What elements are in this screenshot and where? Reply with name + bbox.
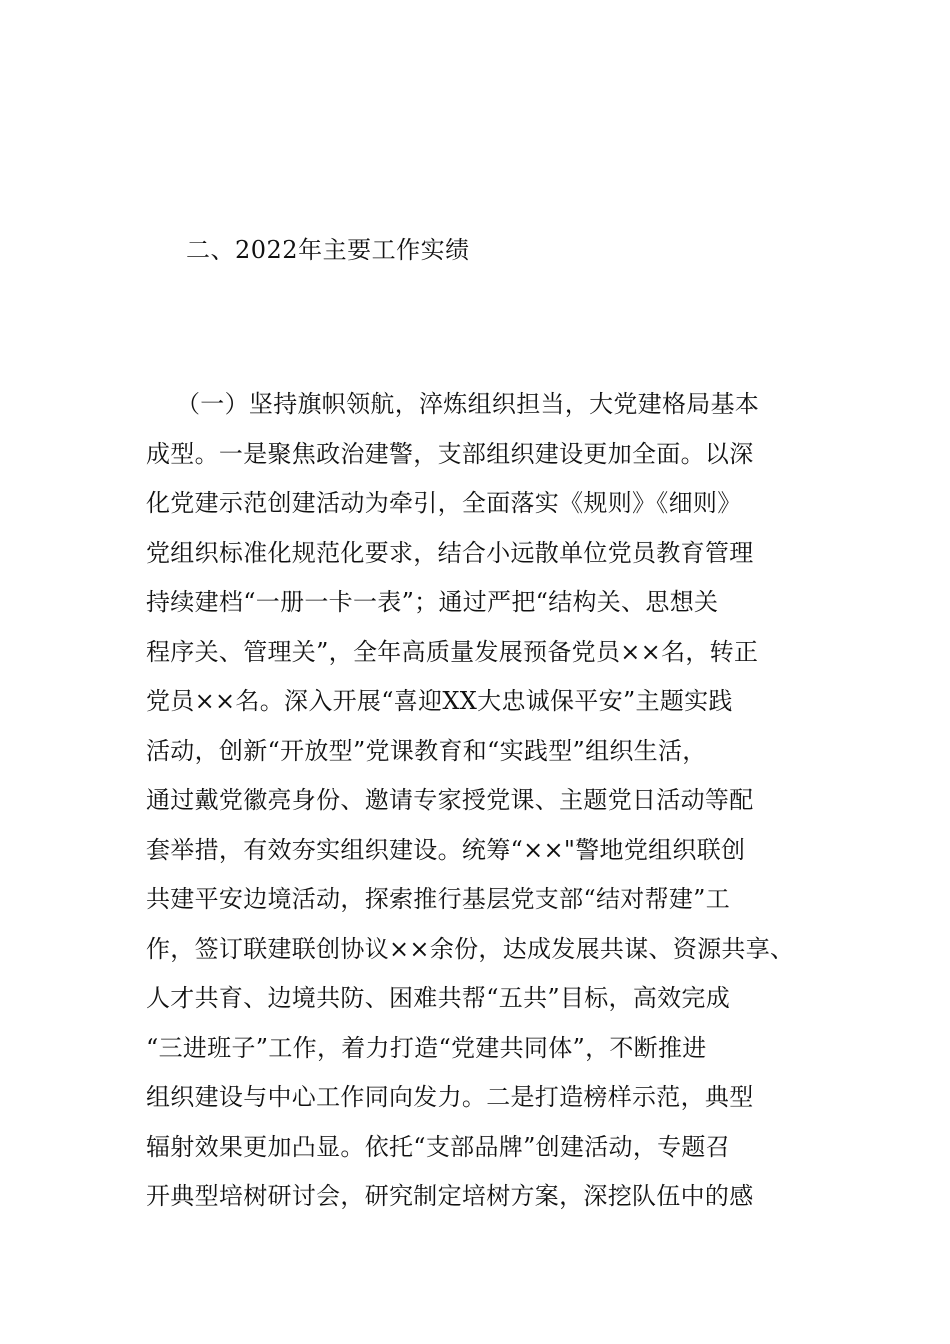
paragraph-line: 党员××名。深入开展“喜迎XX大忠诚保平安”主题实践 <box>146 687 733 715</box>
paragraph-line: 共建平安边境活动，探索推行基层党支部“结对帮建”工 <box>146 885 731 913</box>
paragraph-line: 开典型培树研讨会，研究制定培树方案，深挖队伍中的感 <box>146 1182 754 1210</box>
paragraph-line: （一）坚持旗帜领航，淬炼组织担当，大党建格局基本 <box>176 390 760 418</box>
body-paragraph <box>146 380 846 1222</box>
paragraph-line: “三进班子”工作，着力打造“党建共同体”，不断推进 <box>146 1033 707 1062</box>
section-heading: 二、2022年主要工作实绩 <box>186 236 470 264</box>
paragraph-line: 套举措，有效夯实组织建设。统筹“××"警地党组织联创 <box>146 835 746 864</box>
paragraph-line: 活动，创新“开放型”党课教育和“实践型”组织生活， <box>146 736 707 765</box>
paragraph-line: 组织建设与中心工作同向发力。二是打造榜样示范，典型 <box>146 1083 754 1111</box>
paragraph-line: 辐射效果更加凸显。依托“支部品牌”创建活动，专题召 <box>146 1132 731 1161</box>
paragraph-line: 党组织标准化规范化要求，结合小远散单位党员教育管理 <box>146 538 754 567</box>
paragraph-line: 作，签订联建联创协议××余份，达成发展共谋、资源共享、 <box>146 934 795 963</box>
paragraph-line: 化党建示范创建活动为牵引，全面落实《规则》《细则》 <box>146 489 742 517</box>
paragraph-line: 通过戴党徽亮身份、邀请专家授党课、主题党日活动等配 <box>146 786 754 814</box>
paragraph-line: 持续建档“一册一卡一表”；通过严把“结构关、思想关 <box>146 588 719 616</box>
paragraph-line: 成型。一是聚焦政治建警，支部组织建设更加全面。以深 <box>146 439 754 468</box>
paragraph-line: 程序关、管理关”，全年高质量发展预备党员××名，转正 <box>146 637 759 666</box>
paragraph-line: 人才共育、边境共防、困难共帮“五共”目标，高效完成 <box>146 984 731 1012</box>
